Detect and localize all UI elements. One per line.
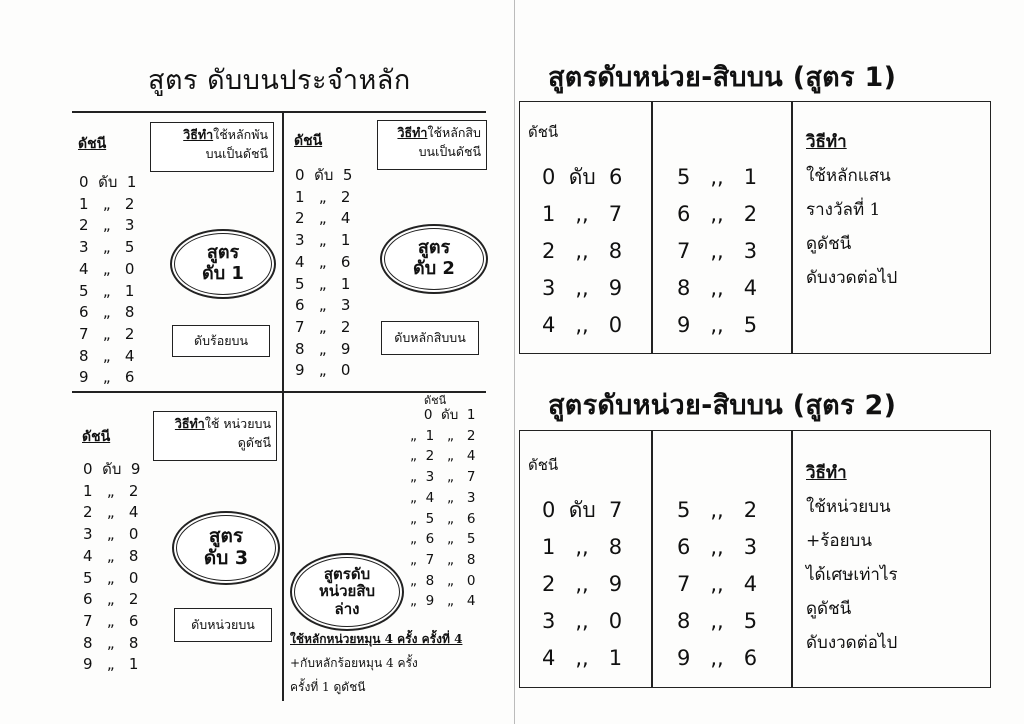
- q2-instruction-box: [377, 120, 487, 170]
- formula2-col-divider-2: [791, 431, 793, 687]
- page-divider: [514, 0, 515, 724]
- q3-oval-line2: ดับ 3: [203, 547, 249, 569]
- q2-formula-oval: [380, 224, 488, 294]
- formula2-col1-pairs: 0 ดับ 7 1 ,, 8 2 ,, 9 3 ,, 0 4 ,, 1: [542, 498, 623, 670]
- q1-oval-line2: ดับ 1: [202, 263, 244, 284]
- q1-pairs-list: 0 ดับ 1 1 „ 2 2 „ 3 3 „ 5 4 „ 0 5 „ 1 6 „ 8 7 „ 2 8 „ 4 9 „ 6: [79, 173, 137, 387]
- q4-pairs-list: 0 ดับ 1 „ 1 „ 2 „ 2 „ 4 „ 3 „ 7 „ 4 „ 3 „ 5 „ 6 „ 6 „ 5 „ 7 „ 8 „ 8 „ 0 „ 9 „ 4: [410, 407, 476, 610]
- q3-target-box: ดับหน่วยบน: [174, 608, 272, 642]
- q3-instruction-head: วิธีทำ: [174, 416, 205, 431]
- formula1-method-line3: ดูดัชนี: [806, 234, 852, 254]
- q1-formula-oval: [170, 229, 276, 299]
- formula2-title: สูตรดับหน่วย-สิบบน (สูตร 2): [548, 390, 897, 421]
- q2-instruction-head: วิธีทำ: [397, 125, 428, 140]
- q2-pairs-list: 0 ดับ 5 1 „ 2 2 „ 4 3 „ 1 4 „ 6 5 „ 1 6 „ 3 7 „ 2 8 „ 9 9 „ 0: [295, 166, 353, 380]
- formula1-col1-pairs: 0 ดับ 6 1 ,, 7 2 ,, 8 3 ,, 9 4 ,, 0: [542, 165, 623, 337]
- q3-instruction-box: [153, 411, 277, 461]
- q1-oval-line1: สูตร: [206, 242, 240, 264]
- formula2-method-line4: ดูดัชนี: [806, 599, 852, 619]
- formula2-method-line2: +ร้อยบน: [806, 531, 872, 551]
- formula1-col2-pairs: 5 ,, 1 6 ,, 2 7 ,, 3 8 ,, 4 9 ,, 5: [677, 165, 758, 337]
- q1-key-label: ดัชนี: [78, 136, 107, 152]
- q2-target-box: ดับหลักสิบบน: [381, 321, 479, 355]
- q3-oval-line1: สูตร: [208, 525, 244, 548]
- q2-instruction-line1: ใช้หลักสิบ: [427, 125, 481, 140]
- q1-instruction-box: [150, 122, 274, 172]
- formula2-method-line3: ได้เศษเท่าไร: [806, 565, 898, 585]
- grid-top-line: [72, 111, 486, 113]
- q4-note-line2: +กับหลักร้อยหมุน 4 ครั้ง: [290, 656, 418, 670]
- formula2-method-line1: ใช้หน่วยบน: [806, 497, 891, 517]
- formula2-method-line5: ดับงวดต่อไป: [806, 633, 898, 653]
- q4-note-line3: ครั้งที่ 1 ดูดัชนี: [290, 680, 366, 694]
- formula1-method-line2: รางวัลที่ 1: [806, 200, 881, 220]
- q4-oval-line3: ล่าง: [334, 599, 360, 618]
- formula1-title: สูตรดับหน่วย-สิบบน (สูตร 1): [548, 62, 897, 93]
- q3-instruction-line1: ใช้ หน่วยบน: [204, 416, 271, 431]
- formula1-method-line4: ดับงวดต่อไป: [806, 268, 898, 288]
- q3-formula-oval: [172, 511, 280, 585]
- formula1-col-divider-2: [791, 102, 793, 353]
- q4-oval-line1: สูตรดับ: [323, 565, 371, 584]
- q4-note-line1: ใช้หลักหน่วยหมุน 4 ครั้ง ครั้งที่ 4: [290, 632, 463, 646]
- q4-formula-oval: [290, 553, 404, 631]
- grid-vertical-line: [282, 111, 284, 701]
- q3-key-label: ดัชนี: [82, 429, 111, 445]
- q2-instruction-line2: บนเป็นดัชนี: [418, 144, 481, 160]
- q1-target-box: ดับร้อยบน: [172, 325, 270, 357]
- formula1-method-line1: ใช้หลักแสน: [806, 166, 891, 186]
- formula2-col-divider-1: [651, 431, 653, 687]
- formula2-col2-pairs: 5 ,, 2 6 ,, 3 7 ,, 4 8 ,, 5 9 ,, 6: [677, 498, 758, 670]
- formula2-method-head: วิธีทำ: [806, 463, 847, 483]
- q1-instruction-line2: บนเป็นดัชนี: [205, 146, 268, 162]
- formula2-key-label: ดัชนี: [528, 456, 559, 474]
- q2-key-label: ดัชนี: [294, 133, 323, 149]
- q4-oval-line2: หน่วยสิบ: [318, 582, 376, 601]
- q3-pairs-list: 0 ดับ 9 1 „ 2 2 „ 4 3 „ 0 4 „ 8 5 „ 0 6 „ 2 7 „ 6 8 „ 8 9 „ 1: [83, 460, 141, 674]
- q3-instruction-line2: ดูดัชนี: [237, 435, 271, 451]
- q2-oval-line1: สูตร: [417, 237, 451, 259]
- q2-oval-line2: ดับ 2: [413, 258, 455, 279]
- formula1-col-divider-1: [651, 102, 653, 353]
- formula2-method: [806, 456, 898, 660]
- left-page-title: สูตร ดับบนประจำหลัก: [148, 65, 411, 96]
- q1-instruction-line1: ใช้หลักพัน: [213, 127, 268, 142]
- formula1-method: [806, 125, 897, 295]
- formula1-key-label: ดัชนี: [528, 123, 559, 141]
- q4-key-label: ดัชนี: [424, 394, 447, 407]
- q1-instruction-head: วิธีทำ: [183, 127, 214, 142]
- formula1-method-head: วิธีทำ: [806, 132, 847, 152]
